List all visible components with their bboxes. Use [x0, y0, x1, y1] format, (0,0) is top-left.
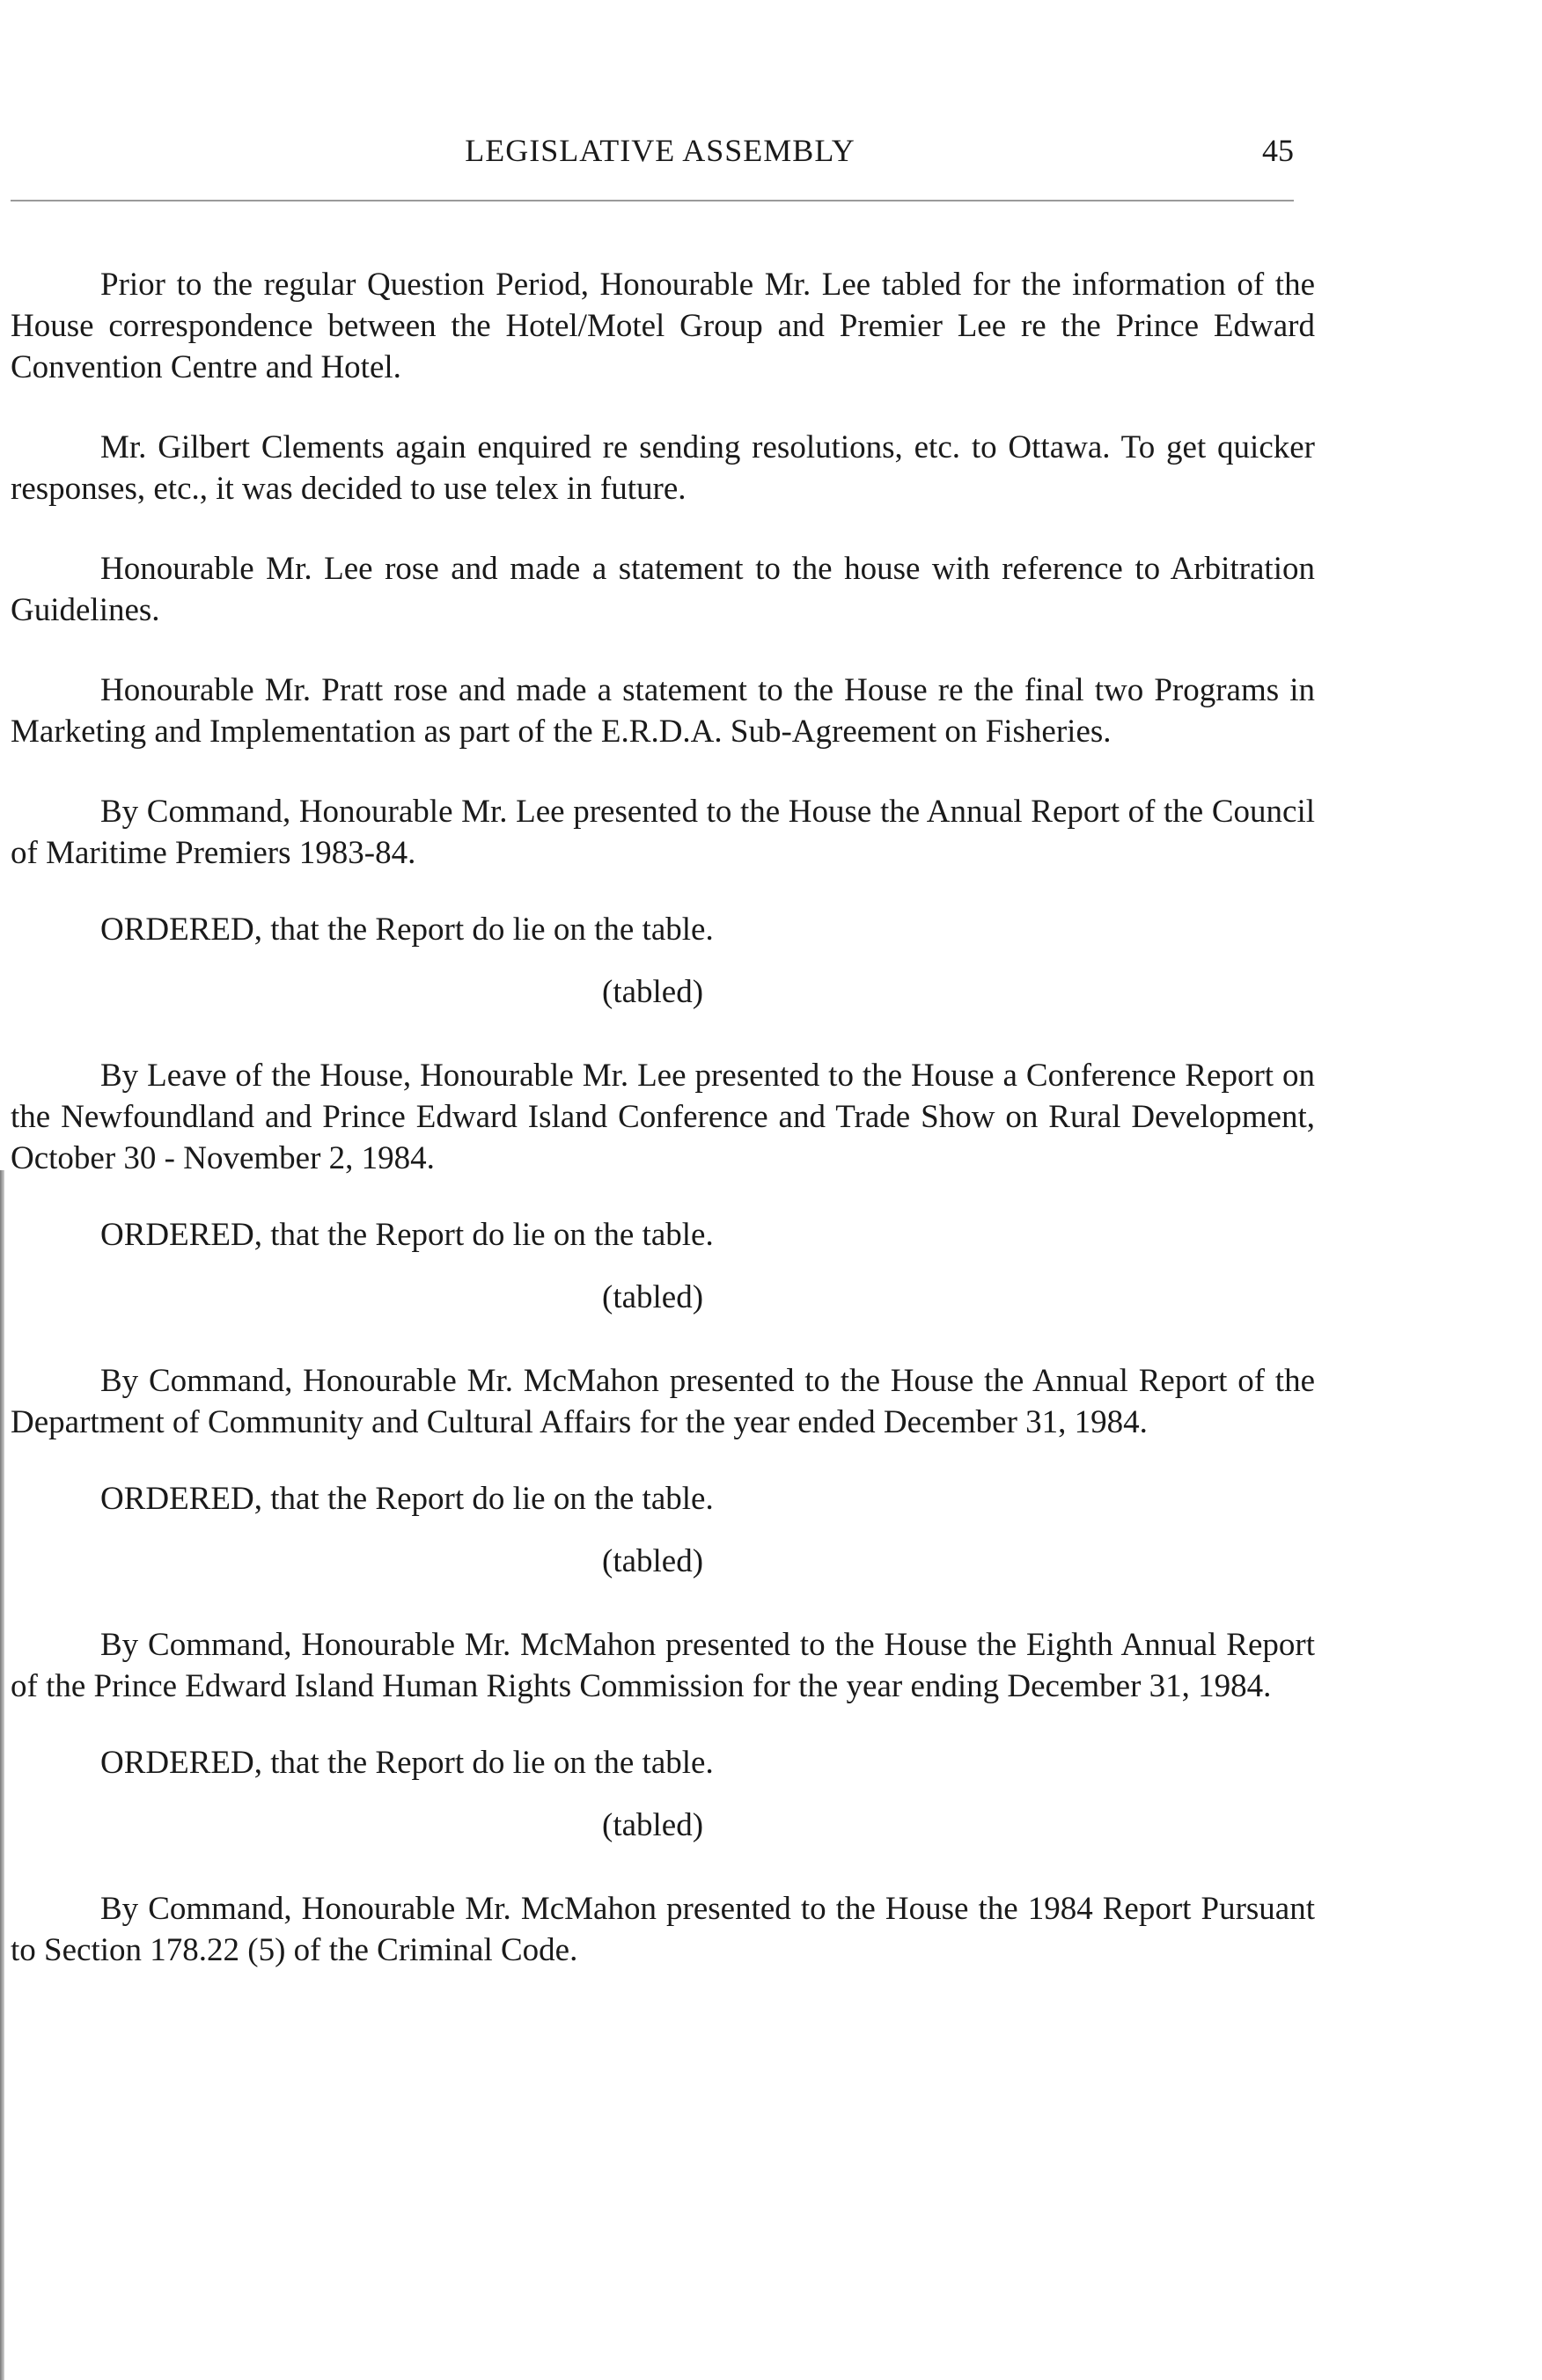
paragraph-question-period: Prior to the regular Question Period, Honourable Mr. Lee tabled for the information of the House correspondence between the Hotel/Motel Group and Premier Lee re the Prince Edward Convention Centre and Hotel.: [11, 267, 1315, 385]
paragraph-community-affairs-report: By Command, Honourable Mr. McMahon presented to the House the Annual Report of the Department of Community and Cultural Affairs for the year ended December 31, 1984.: [11, 1363, 1315, 1440]
paragraph-criminal-code-report: By Command, Honourable Mr. McMahon presented to the House the 1984 Report Pursuant to Section 178.22 (5) of the Criminal Code.: [11, 1891, 1315, 1968]
tabled-note: (tabled): [602, 1279, 704, 1315]
tabled-note: (tabled): [602, 974, 704, 1010]
paragraph-maritime-premiers-report: By Command, Honourable Mr. Lee presented to the House the Annual Report of the Council of Maritime Premiers 1983-84.: [11, 794, 1315, 871]
paragraph-conference-report: By Leave of the House, Honourable Mr. Lee presented to the House a Conference Report on the Newfoundland and Prince Edward Island Conference and Trade Show on Rural Development, October 30 - November 2, 1984.: [11, 1058, 1315, 1176]
ordered-line: ORDERED, that the Report do lie on the table.: [100, 1217, 714, 1253]
page-binding-shadow: [0, 1170, 4, 2380]
paragraph-clements-enquiry: Mr. Gilbert Clements again enquired re sending resolutions, etc. to Ottawa. To get quicker responses, etc., it was decided to use telex in future.: [11, 429, 1315, 507]
paragraph-fisheries-statement: Honourable Mr. Pratt rose and made a statement to the House re the final two Programs in Marketing and Implementation as part of the E.R.D.A. Sub-Agreement on Fisheries.: [11, 672, 1315, 750]
journal-body: [11, 264, 1315, 1971]
tabled-note: (tabled): [602, 1807, 704, 1843]
ordered-line: ORDERED, that the Report do lie on the table.: [100, 1481, 714, 1517]
ordered-line: ORDERED, that the Report do lie on the table.: [100, 1745, 714, 1781]
page-header: [0, 132, 1542, 176]
paragraph-human-rights-report: By Command, Honourable Mr. McMahon presented to the House the Eighth Annual Report of the Prince Edward Island Human Rights Commission for the year ending December 31, 1984.: [11, 1627, 1315, 1704]
running-title: LEGISLATIVE ASSEMBLY: [465, 133, 855, 168]
paragraph-arbitration-statement: Honourable Mr. Lee rose and made a statement to the house with reference to Arbitration Guidelines.: [11, 551, 1315, 628]
ordered-line: ORDERED, that the Report do lie on the table.: [100, 912, 714, 948]
page-number: 45: [1262, 133, 1294, 168]
header-divider: [11, 200, 1294, 201]
tabled-note: (tabled): [602, 1543, 704, 1579]
